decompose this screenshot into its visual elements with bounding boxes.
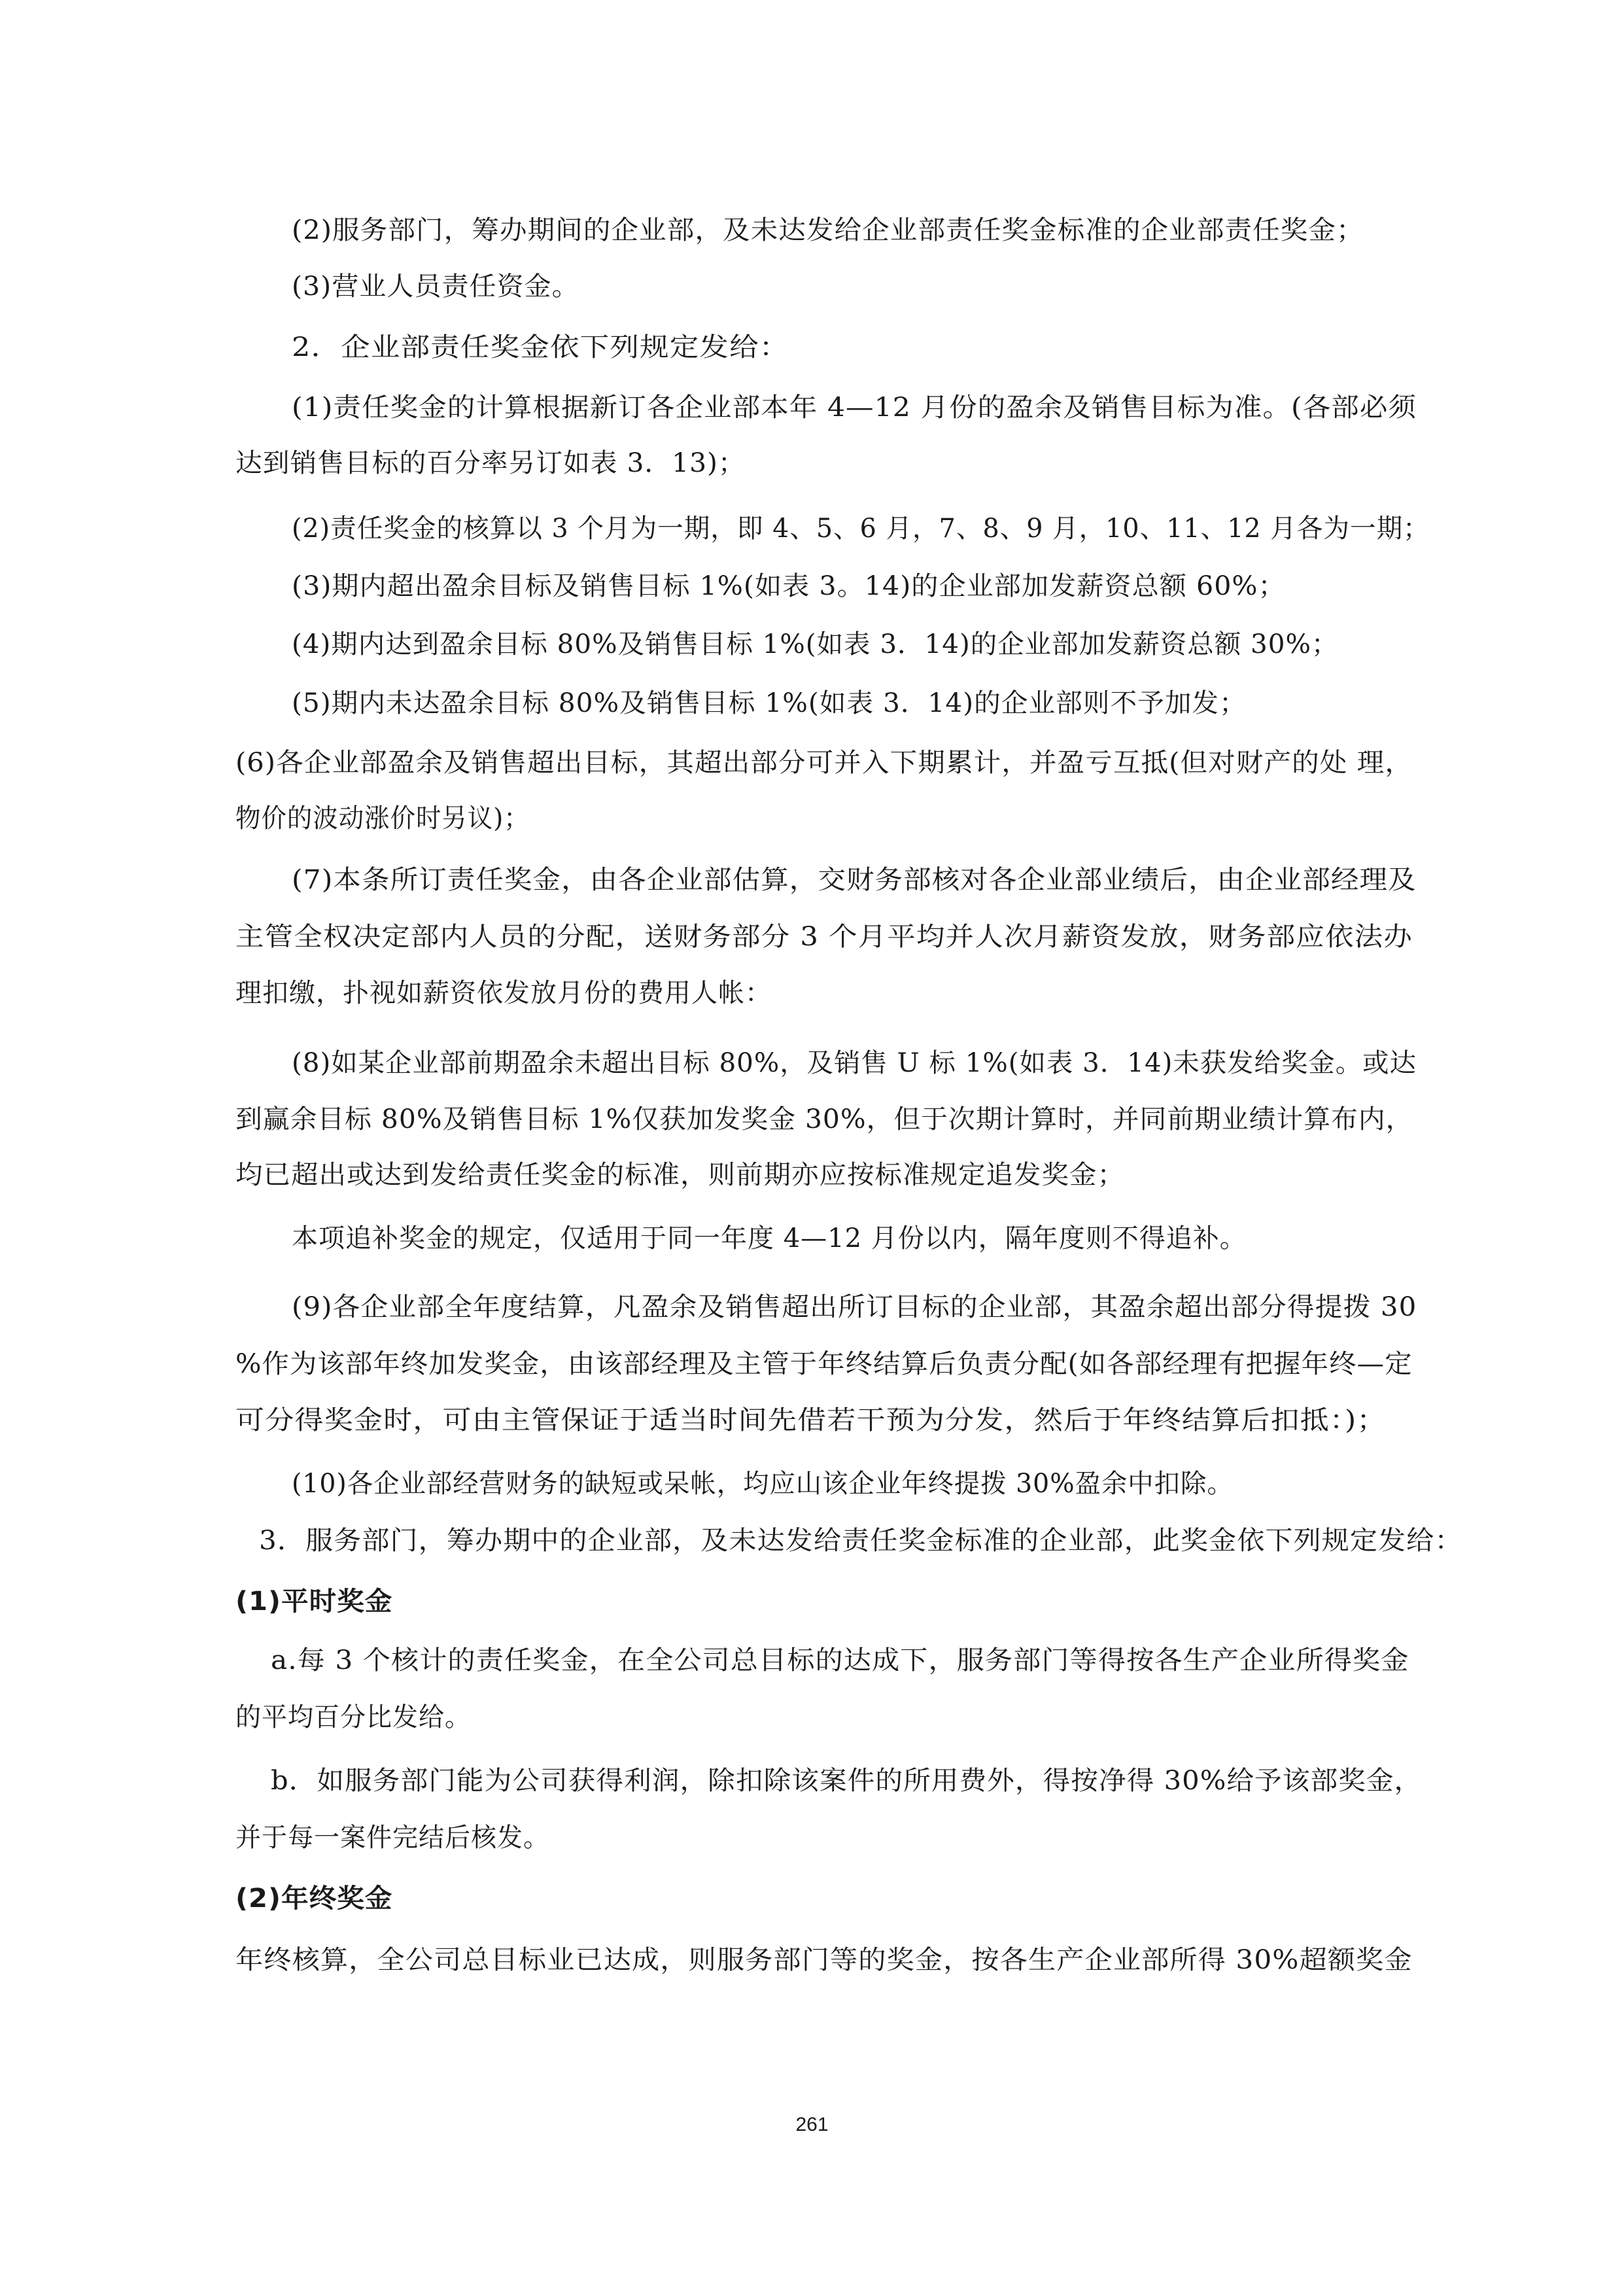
paragraph-line: (2)责任奖金的核算以 3 个月为一期，即 4、5、6 月，7、8、9 月，10、11、12 月各为一期； bbox=[292, 514, 1430, 544]
paragraph-line: (3)期内超出盈余目标及销售目标 1%(如表 3。14)的企业部加发薪资总额 60%； bbox=[292, 571, 1286, 601]
paragraph-line: (4)期内达到盈余目标 80%及销售目标 1%(如表 3．14)的企业部加发薪资总额 30%； bbox=[292, 629, 1339, 659]
section-heading: (1)平时奖金 bbox=[235, 1586, 393, 1617]
paragraph-line: 达到销售目标的百分率另订如表 3．13)； bbox=[235, 448, 746, 478]
paragraph-line: (10)各企业部经营财务的缺短或呆帐，均应山该企业年终提拨 30%盈余中扣除。 bbox=[292, 1469, 1234, 1499]
page-number: 261 bbox=[795, 2114, 829, 2135]
paragraph-line: (3)营业人员责任资金。 bbox=[292, 272, 579, 302]
paragraph-line: 并于每一案件完结后核发。 bbox=[235, 1823, 549, 1853]
paragraph-line: b．如服务部门能为公司获得利润，除扣除该案件的所用费外，得按净得 30%给予该部奖金， bbox=[271, 1766, 1423, 1796]
paragraph-line: 均已超出或达到发给责任奖金的标准，则前期亦应按标准规定追发奖金； bbox=[235, 1160, 1125, 1190]
paragraph-line: 3．服务部门，筹办期中的企业部，及未达发给责任奖金标准的企业部，此奖金依下列规定发给： bbox=[259, 1526, 1463, 1556]
paragraph-line: %作为该部年终加发奖金，由该部经理及主管于年终结算后负责分配(如各部经理有把握年终—定 bbox=[235, 1349, 1413, 1379]
paragraph-line: (7)本条所订责任奖金，由各企业部估算，交财务部核对各企业部业绩后，由企业部经理及 bbox=[292, 865, 1417, 895]
paragraph-line: 主管全权决定部内人员的分配，送财务部分 3 个月平均并人次月薪资发放，财务部应依法办 bbox=[235, 922, 1413, 952]
paragraph-line: 年终核算，全公司总目标业已达成，则服务部门等的奖金，按各生产企业部所得 30%超额奖金 bbox=[235, 1945, 1413, 1975]
paragraph-line: 可分得奖金时，可由主管保证于适当时间先借若干预为分发，然后于年终结算后扣抵：)； bbox=[235, 1405, 1387, 1435]
paragraph-line: 的平均百分比发给。 bbox=[235, 1702, 471, 1732]
paragraph-line: (5)期内未达盈余目标 80%及销售目标 1%(如表 3．14)的企业部则不予加发； bbox=[292, 688, 1247, 718]
paragraph-line: (9)各企业部全年度结算，凡盈余及销售超出所订目标的企业部，其盈余超出部分得提拨 30 bbox=[292, 1292, 1417, 1322]
paragraph-line: a.每 3 个核计的责任奖金，在全公司总目标的达成下，服务部门等得按各生产企业所得奖金 bbox=[271, 1645, 1409, 1675]
paragraph-line: 到赢余目标 80%及销售目标 1%仅获加发奖金 30%，但于次期计算时，并同前期业绩计算布内， bbox=[235, 1104, 1413, 1134]
paragraph-line: 物价的波动涨价时另议)； bbox=[235, 803, 530, 833]
paragraph-line: (6)各企业部盈余及销售超出目标，其超出部分可并入下期累计，并盈亏互抵(但对财产的处 理， bbox=[235, 748, 1413, 778]
paragraph-line: 本项追补奖金的规定，仅适用于同一年度 4—12 月份以内，隔年度则不得追补。 bbox=[292, 1223, 1247, 1253]
section-heading: (2)年终奖金 bbox=[235, 1883, 393, 1914]
paragraph-line: 2．企业部责任奖金依下列规定发给： bbox=[292, 332, 789, 362]
paragraph-line: (2)服务部门，筹办期间的企业部，及未达发给企业部责任奖金标准的企业部责任奖金； bbox=[292, 215, 1364, 245]
paragraph-line: 理扣缴，扑视如薪资依发放月份的费用人帐： bbox=[235, 978, 772, 1008]
paragraph-line: (8)如某企业部前期盈余未超出目标 80%，及销售 U 标 1%(如表 3．14)未获发给奖金。或达 bbox=[292, 1048, 1417, 1078]
paragraph-line: (1)责任奖金的计算根据新订各企业部本年 4—12 月份的盈余及销售目标为准。(各部必须 bbox=[292, 393, 1417, 423]
